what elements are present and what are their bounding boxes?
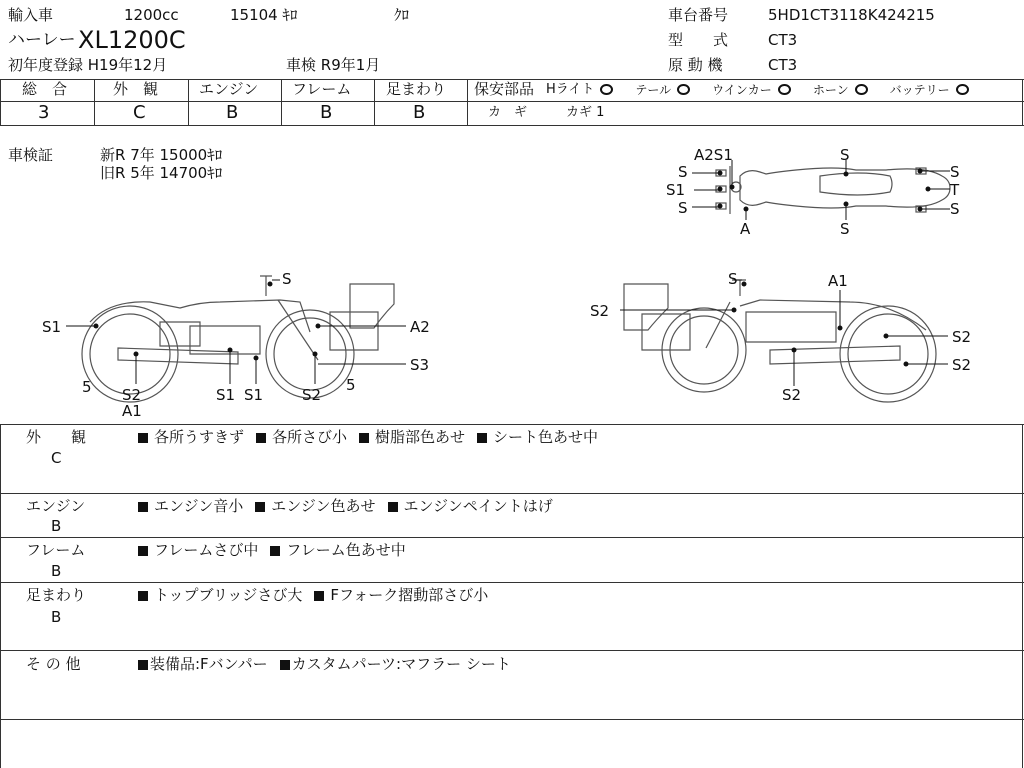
right-mark-s: S [728,270,738,288]
inspection-cert-new: 新R 7年 15000ｷﾛ [100,146,223,164]
bullet-icon [477,433,487,443]
suspension-items: トップブリッジさび大 Fフォーク摺動部さび小 [138,588,500,603]
grade-frame: B [320,102,333,123]
inspection-cert-old: 旧R 5年 14700ｷﾛ [100,164,223,182]
left-mark-5-front: 5 [82,378,92,396]
grade-header-overall: 総 合 [22,80,68,98]
grade-engine: B [226,102,239,123]
bullet-icon [138,502,148,512]
top-mark-s-4: S [950,163,960,181]
left-mark-s1: S1 [42,318,62,336]
top-mark-t: T [950,181,960,199]
import-label: 輸入車 [8,6,54,24]
section-title-exterior: 外 観 [26,428,87,446]
left-mark-5-rear: 5 [346,376,356,394]
safety-label: 保安部品 [474,80,535,98]
horn-ok-icon [855,84,868,95]
maker-name: ハーレー [8,30,76,50]
bullet-icon [255,502,265,512]
model-name: XL1200C [78,26,186,54]
type-label: 型 式 [668,31,729,49]
right-mark-a1: A1 [828,272,848,290]
right-mark-s2-bag: S2 [590,302,610,320]
top-view-diagram [660,140,990,240]
key-value: カギ 1 [566,105,605,120]
safety-tail: テール [635,82,672,97]
color: ｸﾛ [394,6,410,24]
bullet-icon [138,660,148,670]
winker-ok-icon [778,84,791,95]
safety-battery: バッテリー [889,82,950,97]
top-mark-s-2: S [678,163,688,181]
other-items: 装備品:Fバンパー カスタムパーツ:マフラー シート [138,657,523,672]
frame-items: フレームさび中 フレーム色あせ中 [138,543,418,558]
battery-ok-icon [956,84,969,95]
exterior-items: 各所うすきず 各所さび小 樹脂部色あせ シート色あせ中 [138,430,610,445]
left-mark-s1-frame: S1 [244,386,264,404]
section-title-frame: フレーム [26,541,86,559]
bullet-icon [314,591,324,601]
grade-header-suspension: 足まわり [386,80,447,98]
bullet-icon [256,433,266,443]
left-mark-s2-rear: S2 [302,386,322,404]
grade-header-engine: エンジン [199,80,259,98]
first-registration: 初年度登録 H19年12月 [8,56,168,74]
top-mark-s1: S1 [666,181,686,199]
safety-parts-row [474,82,969,97]
engine-label: 原 動 機 [668,56,723,74]
bullet-icon [388,502,398,512]
inspection-expiry: 車検 R9年1月 [286,56,381,74]
engine-value: CT3 [768,56,798,74]
top-mark-s-6: S [840,220,850,238]
section-title-other: そ の 他 [26,655,81,673]
top-mark-s-1: S [840,146,850,164]
top-mark-s-3: S [678,199,688,217]
section-title-engine: エンジン [26,497,86,515]
section-grade-exterior: C [51,449,62,467]
bullet-icon [359,433,369,443]
left-mark-s3: S3 [410,356,430,374]
left-mark-a1: A1 [122,402,142,420]
top-mark-a: A [740,220,751,238]
bullet-icon [280,660,290,670]
engine-items: エンジン音小 エンジン色あせ エンジンペイントはげ [138,499,565,514]
left-mark-s: S [282,270,292,288]
grade-header-frame: フレーム [292,80,352,98]
right-mark-s2-fork: S2 [952,328,972,346]
right-mark-s2-wheel: S2 [952,356,972,374]
grade-overall: 3 [38,102,50,123]
type-value: CT3 [768,31,798,49]
displacement: 1200cc [124,6,179,24]
bullet-icon [138,591,148,601]
bullet-icon [138,433,148,443]
chassis-label: 車台番号 [668,6,729,24]
grade-exterior: C [133,102,146,123]
bullet-icon [138,546,148,556]
left-side-diagram [30,262,450,422]
inspection-cert-label: 車検証 [8,146,54,164]
right-side-diagram [580,262,990,412]
grade-header-exterior: 外 観 [113,80,159,98]
chassis-value: 5HD1CT3118K424215 [768,6,935,24]
section-title-suspension: 足まわり [26,586,87,604]
headlight-ok-icon [600,84,613,95]
grade-suspension: B [413,102,426,123]
left-mark-s1-engine: S1 [216,386,236,404]
section-grade-engine: B [51,517,62,535]
safety-winker: ウインカー [712,82,772,97]
top-mark-s-5: S [950,200,960,218]
left-mark-s2-front: S2 [122,386,142,404]
key-label: カ ギ [488,105,528,120]
safety-horn: ホーン [812,82,849,97]
section-grade-frame: B [51,562,62,580]
tail-ok-icon [677,84,690,95]
left-mark-a2: A2 [410,318,430,336]
right-mark-s2-engine: S2 [782,386,802,404]
mileage: 15104 ｷﾛ [230,6,298,24]
safety-headlight: Hライト [546,82,595,97]
top-mark-a2s1: A2S1 [694,146,733,164]
bullet-icon [270,546,280,556]
section-grade-suspension: B [51,608,62,626]
